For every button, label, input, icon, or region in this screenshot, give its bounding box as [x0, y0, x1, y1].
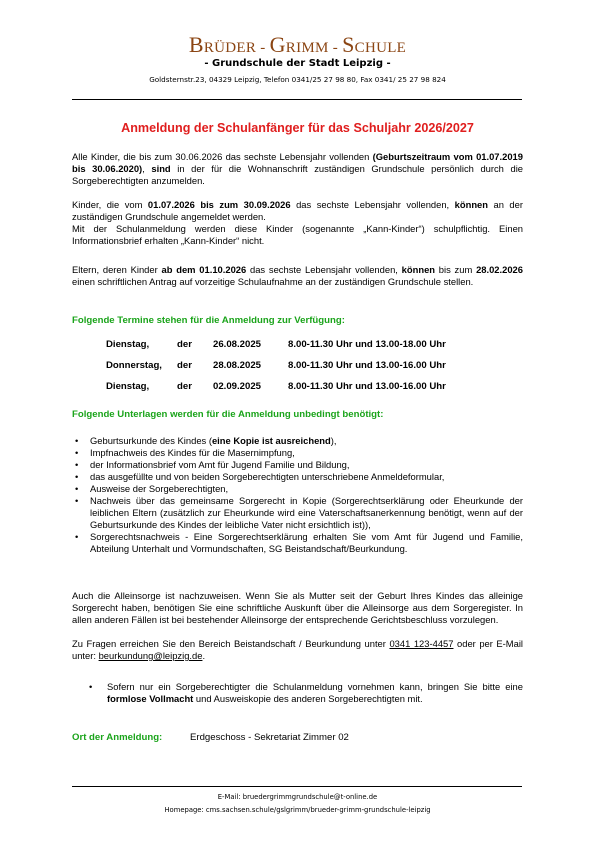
text-run: an der zuständigen Grundschule angemeldet werden.	[72, 199, 523, 222]
early-admission-date: ab dem 01.10.2026	[161, 264, 247, 275]
school-name-initial-b: B	[188, 32, 204, 57]
birth-period: (Geburtszeitraum vom 01.07.2019 bis 30.06.2020)	[72, 151, 523, 174]
text-run: Mit der Schulanmeldung werden diese Kinder (sogenannte „Kann-Kinder“) schulpflichtig. Einen Informationsbrief erhalten „Kann-Kinder“ nicht.	[72, 223, 523, 246]
appointment-der: der	[177, 360, 192, 371]
appointments-heading: Folgende Termine stehen für die Anmeldung zur Verfügung:	[72, 315, 345, 326]
text-run: ),	[330, 435, 337, 446]
text-run: Eltern, deren Kinder	[72, 264, 162, 275]
text-run: in der für die Wohnanschrift zuständigen Grundschule persönlich durch die Sorgeberechtigten anzumelden.	[72, 163, 523, 186]
school-address: Goldsternstr.23, 04329 Leipzig, Telefon 0341/25 27 98 80, Fax 0341/ 25 27 98 824	[149, 75, 446, 84]
appointment-time: 8.00-11.30 Uhr und 13.00-16.00 Uhr	[288, 360, 446, 371]
school-name-initial-g: G	[269, 32, 286, 57]
sole-custody-paragraph: Auch die Alleinsorge ist nachzuweisen. Wenn Sie als Mutter seit der Geburt Ihres Kindes das alleinige Sorgerecht haben, benötigen Sie eine schriftliche Auskunft über die Alleinsorge aus dem Sorgeregister. In allen anderen Fällen ist bei bestehender Alleinsorge der entsprechende Gerichtsbeschluss vorzulegen.	[72, 590, 523, 625]
copy-sufficient: eine Kopie ist ausreichend	[211, 435, 331, 446]
intro-paragraph-early-admission	[72, 264, 523, 288]
list-item: • Nachweis über das gemeinsame Sorgerecht in Kopie (Sorgerechtserklärung oder Eheurkunde der leiblichen Eltern (zusätzlich zur Eheurkunde wird eine Vaterschaftsanerkennung benötigt, wenn auf der Geburtsurkunde des Kindes der leibliche Vater nicht ersichtlich ist)),	[72, 495, 523, 531]
documents-list	[72, 435, 523, 555]
text-run: und Ausweiskopie des anderen Sorgeberechtigten mit.	[193, 693, 423, 704]
school-name-separator: -	[260, 40, 266, 56]
informal-power-of-attorney: formlose Vollmacht	[107, 693, 194, 704]
appointment-time: 8.00-11.30 Uhr und 13.00-18.00 Uhr	[288, 339, 446, 350]
appointment-row	[106, 339, 446, 360]
proxy-note	[89, 681, 523, 705]
location-value: Erdgeschoss - Sekretariat Zimmer 02	[190, 732, 349, 743]
school-name-initial-s: S	[342, 32, 355, 57]
bullet-icon: •	[89, 681, 93, 692]
appointment-time: 8.00-11.30 Uhr und 13.00-16.00 Uhr	[288, 381, 446, 392]
appointment-day: Donnerstag,	[106, 360, 162, 371]
emphasis-sind: sind	[151, 163, 171, 174]
list-item: • Ausweise der Sorgeberechtigten,	[72, 483, 523, 495]
kann-kinder-period: 01.07.2026 bis zum 30.09.2026	[147, 199, 291, 210]
text-run: einen schriftlichen Antrag auf vorzeitige Schulaufnahme an der zuständigen Grundschule stellen.	[72, 276, 474, 287]
list-item	[72, 435, 523, 447]
footer-divider	[72, 786, 522, 787]
list-item: • Sorgerechtsnachweis - Eine Sorgerechtserklärung erhalten Sie vom Amt für Jugend und Familie, Abteilung Unterhalt und Vormundschaften, SG Beistandschaft/Beurkundung.	[72, 531, 523, 555]
location-label: Ort der Anmeldung:	[72, 732, 163, 743]
text-run: oder per E-Mail unter:	[72, 638, 523, 661]
appointment-row	[106, 360, 446, 381]
appointment-day: Dienstag,	[106, 339, 150, 350]
email-link[interactable]: beurkundung@leipzig.de	[98, 650, 203, 661]
appointment-row	[106, 381, 446, 402]
text-run: Zu Fragen erreichen Sie den Bereich Beistandschaft / Beurkundung unter	[72, 638, 390, 649]
text-run: das sechste Lebensjahr vollenden,	[246, 264, 402, 275]
appointments-table	[106, 339, 446, 402]
text-run: bis zum	[435, 264, 477, 275]
application-deadline: 28.02.2026	[476, 264, 523, 275]
appointment-day: Dienstag,	[106, 381, 150, 392]
list-item: • Impfnachweis des Kindes für die Masernimpfung,	[72, 447, 523, 459]
appointment-date: 26.08.2025	[213, 339, 262, 350]
school-name-part-brueder: RÜDER	[203, 40, 257, 56]
proxy-note-text	[89, 681, 523, 705]
school-name-part-schule: CHULE	[354, 40, 407, 56]
footer-email: E-Mail: bruedergrimmgrundschule@t-online.de	[217, 793, 378, 801]
school-subtitle: - Grundschule der Stadt Leipzig -	[204, 58, 391, 69]
documents-heading: Folgende Unterlagen werden für die Anmeldung unbedingt benötigt:	[72, 409, 384, 420]
school-name	[0, 32, 595, 57]
list-item: • der Informationsbrief vom Amt für Jugend Familie und Bildung,	[72, 459, 523, 471]
footer-homepage: Homepage: cms.sachsen.schule/gslgrimm/brueder-grimm-grundschule-leipzig	[164, 806, 431, 814]
appointment-der: der	[177, 339, 192, 350]
school-name-separator: -	[332, 40, 339, 56]
school-name-part-grimm: RIMM	[285, 40, 329, 56]
text-run: Kinder, die vom	[72, 199, 148, 210]
appointment-der: der	[177, 381, 192, 392]
header-divider	[72, 99, 522, 100]
text-run: ,	[142, 163, 152, 174]
text-run: Alle Kinder, die bis zum 30.06.2026 das sechste Lebensjahr vollenden	[72, 151, 373, 162]
text-run: .	[202, 650, 206, 661]
contact-paragraph	[72, 638, 523, 662]
text-run: Geburtsurkunde des Kindes (	[90, 435, 212, 446]
appointment-date: 28.08.2025	[213, 360, 262, 371]
emphasis-koennen: können	[401, 264, 436, 275]
text-run: Sofern nur ein Sorgeberechtigter die Schulanmeldung vornehmen kann, bringen Sie bitte eine	[107, 681, 523, 692]
emphasis-koennen: können	[454, 199, 488, 210]
appointment-date: 02.09.2025	[213, 381, 262, 392]
intro-paragraph-kann-kinder	[72, 199, 523, 247]
page-title: Anmeldung der Schulanfänger für das Schuljahr 2026/2027	[121, 121, 474, 135]
intro-paragraph-deadline	[72, 151, 523, 187]
text-run: das sechste Lebensjahr vollenden,	[290, 199, 455, 210]
phone-link[interactable]: 0341 123-4457	[389, 638, 454, 649]
registration-location	[72, 732, 349, 743]
list-item: • das ausgefüllte und von beiden Sorgeberechtigten unterschriebene Anmeldeformular,	[72, 471, 523, 483]
